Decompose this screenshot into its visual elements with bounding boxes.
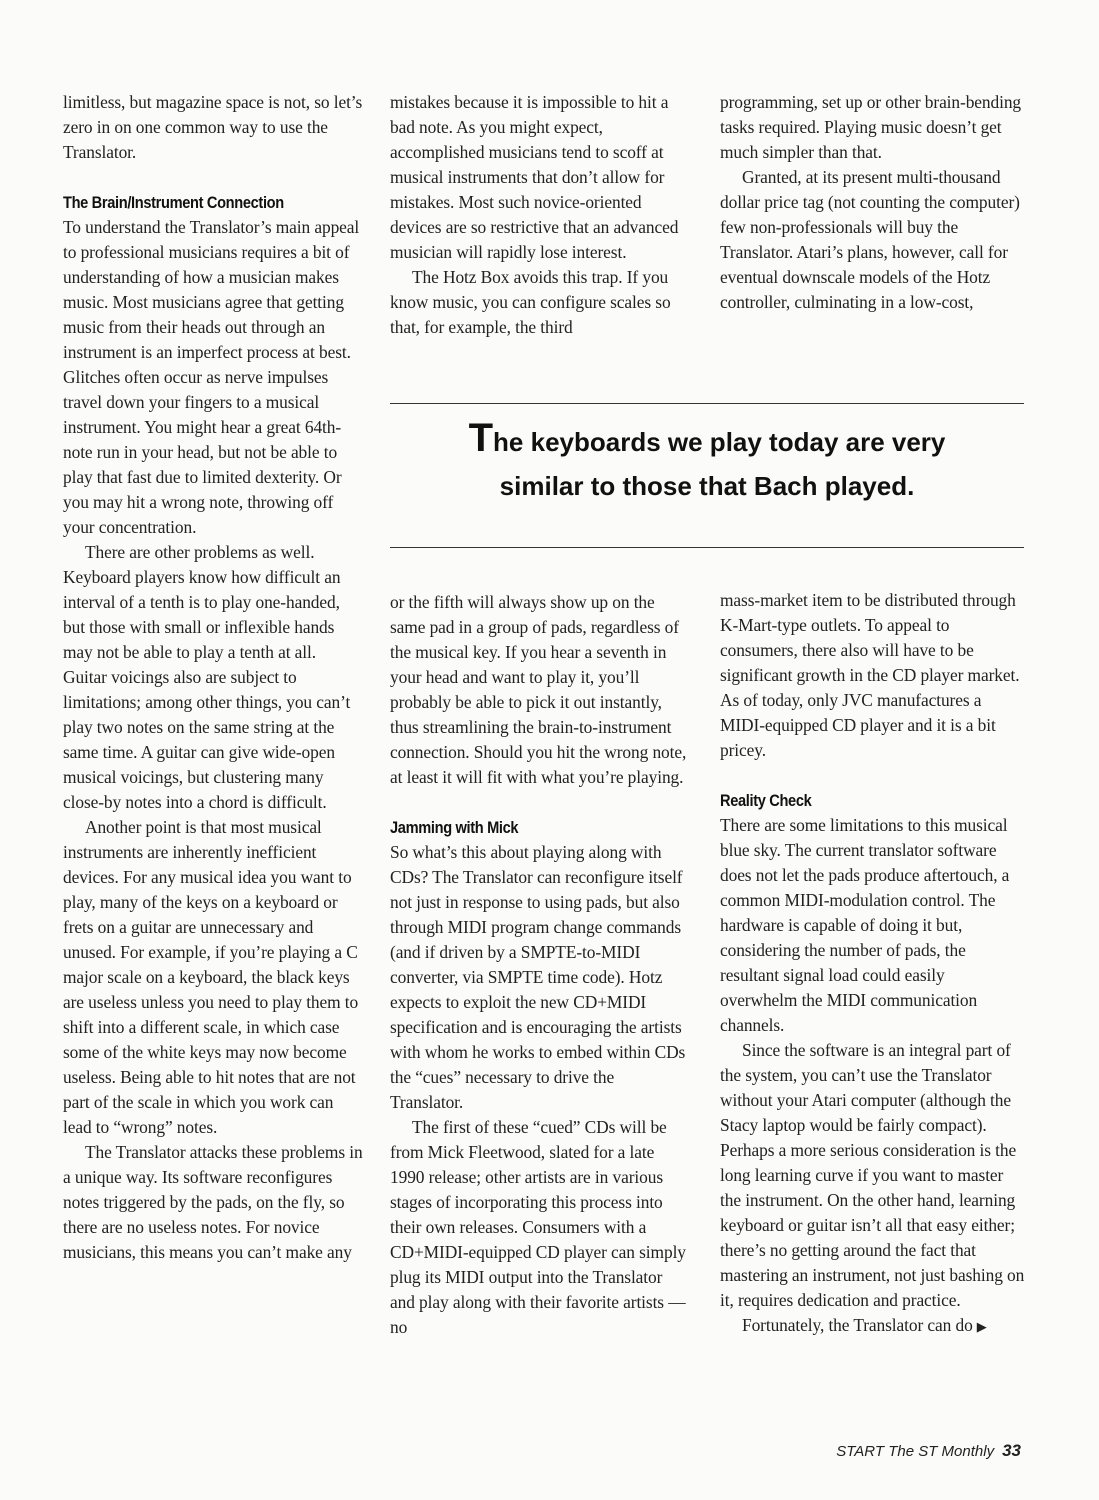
paragraph: mass-market item to be distributed through K-Mart-type outlets. To appeal to consumers, there also will have to be significant growth in the CD player market. As of today, only JVC manufactures a MIDI-equipped CD player and it is a bit pricey. (720, 590, 1020, 760)
paragraph: mistakes because it is impossible to hit a bad note. As you might expect, accomplished musicians tend to scoff at musical instruments that don’t allow for mistakes. Most such novice-oriented devices are so restrictive that an advanced musician will rapidly lose interest. (390, 92, 679, 262)
paragraph: limitless, but magazine space is not, so let’s zero in on one common way to use the Translator. (63, 92, 363, 162)
paragraph: The Hotz Box avoids this trap. If you know music, you can configure scales so that, for example, the third (390, 267, 671, 337)
pullquote-line-1: The keyboards we play today are very (468, 416, 946, 460)
magazine-name: START The ST Monthly (836, 1443, 995, 1460)
section-heading: The Brain/Instrument Connection (63, 193, 284, 212)
paragraph: So what’s this about playing along with CDs? The Translator can reconfigure itself not just in response to using pads, but also through MIDI program change commands (and if driven by a SMPTE-to-MIDI converter, via SMPTE time code). Hotz expects to exploit the new CD+MIDI specification and is encouraging the artists with whom he works to embed within CDs the “cues” necessary to drive the Translator. (390, 842, 686, 1112)
pullquote-bottom-rule (390, 547, 1024, 548)
paragraph: The first of these “cued” CDs will be from Mick Fleetwood, slated for a late 1990 release; other artists are in various stages of incorporating this process into their own releases. Consumers with a CD+MIDI-equipped CD player can simply plug its MIDI output into the Translator and play along with their favorite artists — no (390, 1117, 686, 1337)
paragraph: or the fifth will always show up on the same pad in a group of pads, regardless of the musical key. If you hear a seventh in your head and want to play it, you’ll probably be able to pick it out instantly, thus streamlining the brain-to-instrument connection. Should you hit the wrong note, at least it will fit with what you’re playing. (390, 592, 687, 787)
page-number: 33 (1002, 1441, 1021, 1460)
pullquote (390, 418, 1024, 508)
right-triangle-icon: ▶ (976, 1319, 987, 1334)
pullquote-top-rule (390, 403, 1024, 404)
pullquote-dropcap: T (468, 416, 494, 460)
paragraph: There are some limitations to this musical blue sky. The current translator software does not let the pads produce aftertouch, a common MIDI-modulation control. The hardware is capable of doing it but, considering the number of pads, the resultant signal load could easily overwhelm the MIDI communication channels. (720, 815, 1010, 1035)
page-footer (836, 1441, 1021, 1461)
column-3-top (720, 90, 1025, 315)
section-heading: Reality Check (720, 791, 812, 810)
paragraph: Another point is that most musical instruments are inherently inefficient devices. For any musical idea you want to play, many of the keys on a keyboard or frets on a guitar are unnecessary and unused. For example, if you’re playing a C major scale on a keyboard, the black keys are useless unless you need to play them to shift into a different scale, in which case some of the white keys may now become useless. Being able to hit notes that are not part of the scale in which you work can lead to “wrong” notes. (63, 817, 359, 1137)
column-1 (63, 90, 363, 1265)
paragraph: Fortunately, the Translator can do ▶ (742, 1315, 987, 1335)
paragraph: Granted, at its present multi-thousand dollar price tag (not counting the computer) few non-professionals will buy the Translator. Atari’s plans, however, call for eventual downscale models of the Hotz controller, culminating in a low-cost, (720, 167, 1020, 312)
pullquote-line-2: similar to those that Bach played. (499, 471, 915, 501)
column-2-top (390, 90, 690, 340)
paragraph: There are other problems as well. Keyboard players know how difficult an interval of a tenth is to play one-handed, but those with small or inflexible hands may not be able to play a tenth at all. Guitar voicings also are subject to limitations; among other things, you can’t play two notes on the same string at the same time. A guitar can give wide-open musical voicings, but clustering many close-by notes into a chord is difficult. (63, 542, 351, 812)
section-heading: Jamming with Mick (390, 818, 519, 837)
paragraph: The Translator attacks these problems in a unique way. Its software reconfigures notes triggered by the pads, on the fly, so there are no useless notes. For novice musicians, this means you can’t make any (63, 1142, 363, 1262)
paragraph: Since the software is an integral part of the system, you can’t use the Translator without your Atari computer (although the Stacy laptop would be fairly compact). Perhaps a more serious consideration is the long learning curve if you want to master the instrument. On the other hand, learning keyboard or guitar isn’t all that easy either; there’s no getting around the fact that mastering an instrument, not just bashing on it, requires dedication and practice. (720, 1040, 1025, 1310)
paragraph: To understand the Translator’s main appeal to professional musicians requires a bit of understanding of how a musician makes music. Most musicians agree that getting music from their heads out through an instrument is an imperfect process at best. Glitches often occur as nerve impulses travel down your fingers to a musical instrument. You might hear a great 64th-note run in your head, but not be able to play that fast due to limited dexterity. Or you may hit a wrong note, throwing off your concentration. (63, 217, 360, 537)
column-2-bottom (390, 590, 690, 1340)
paragraph: programming, set up or other brain-bending tasks required. Playing music doesn’t get much simpler than that. (720, 92, 1022, 162)
column-3-bottom (720, 588, 1025, 1339)
